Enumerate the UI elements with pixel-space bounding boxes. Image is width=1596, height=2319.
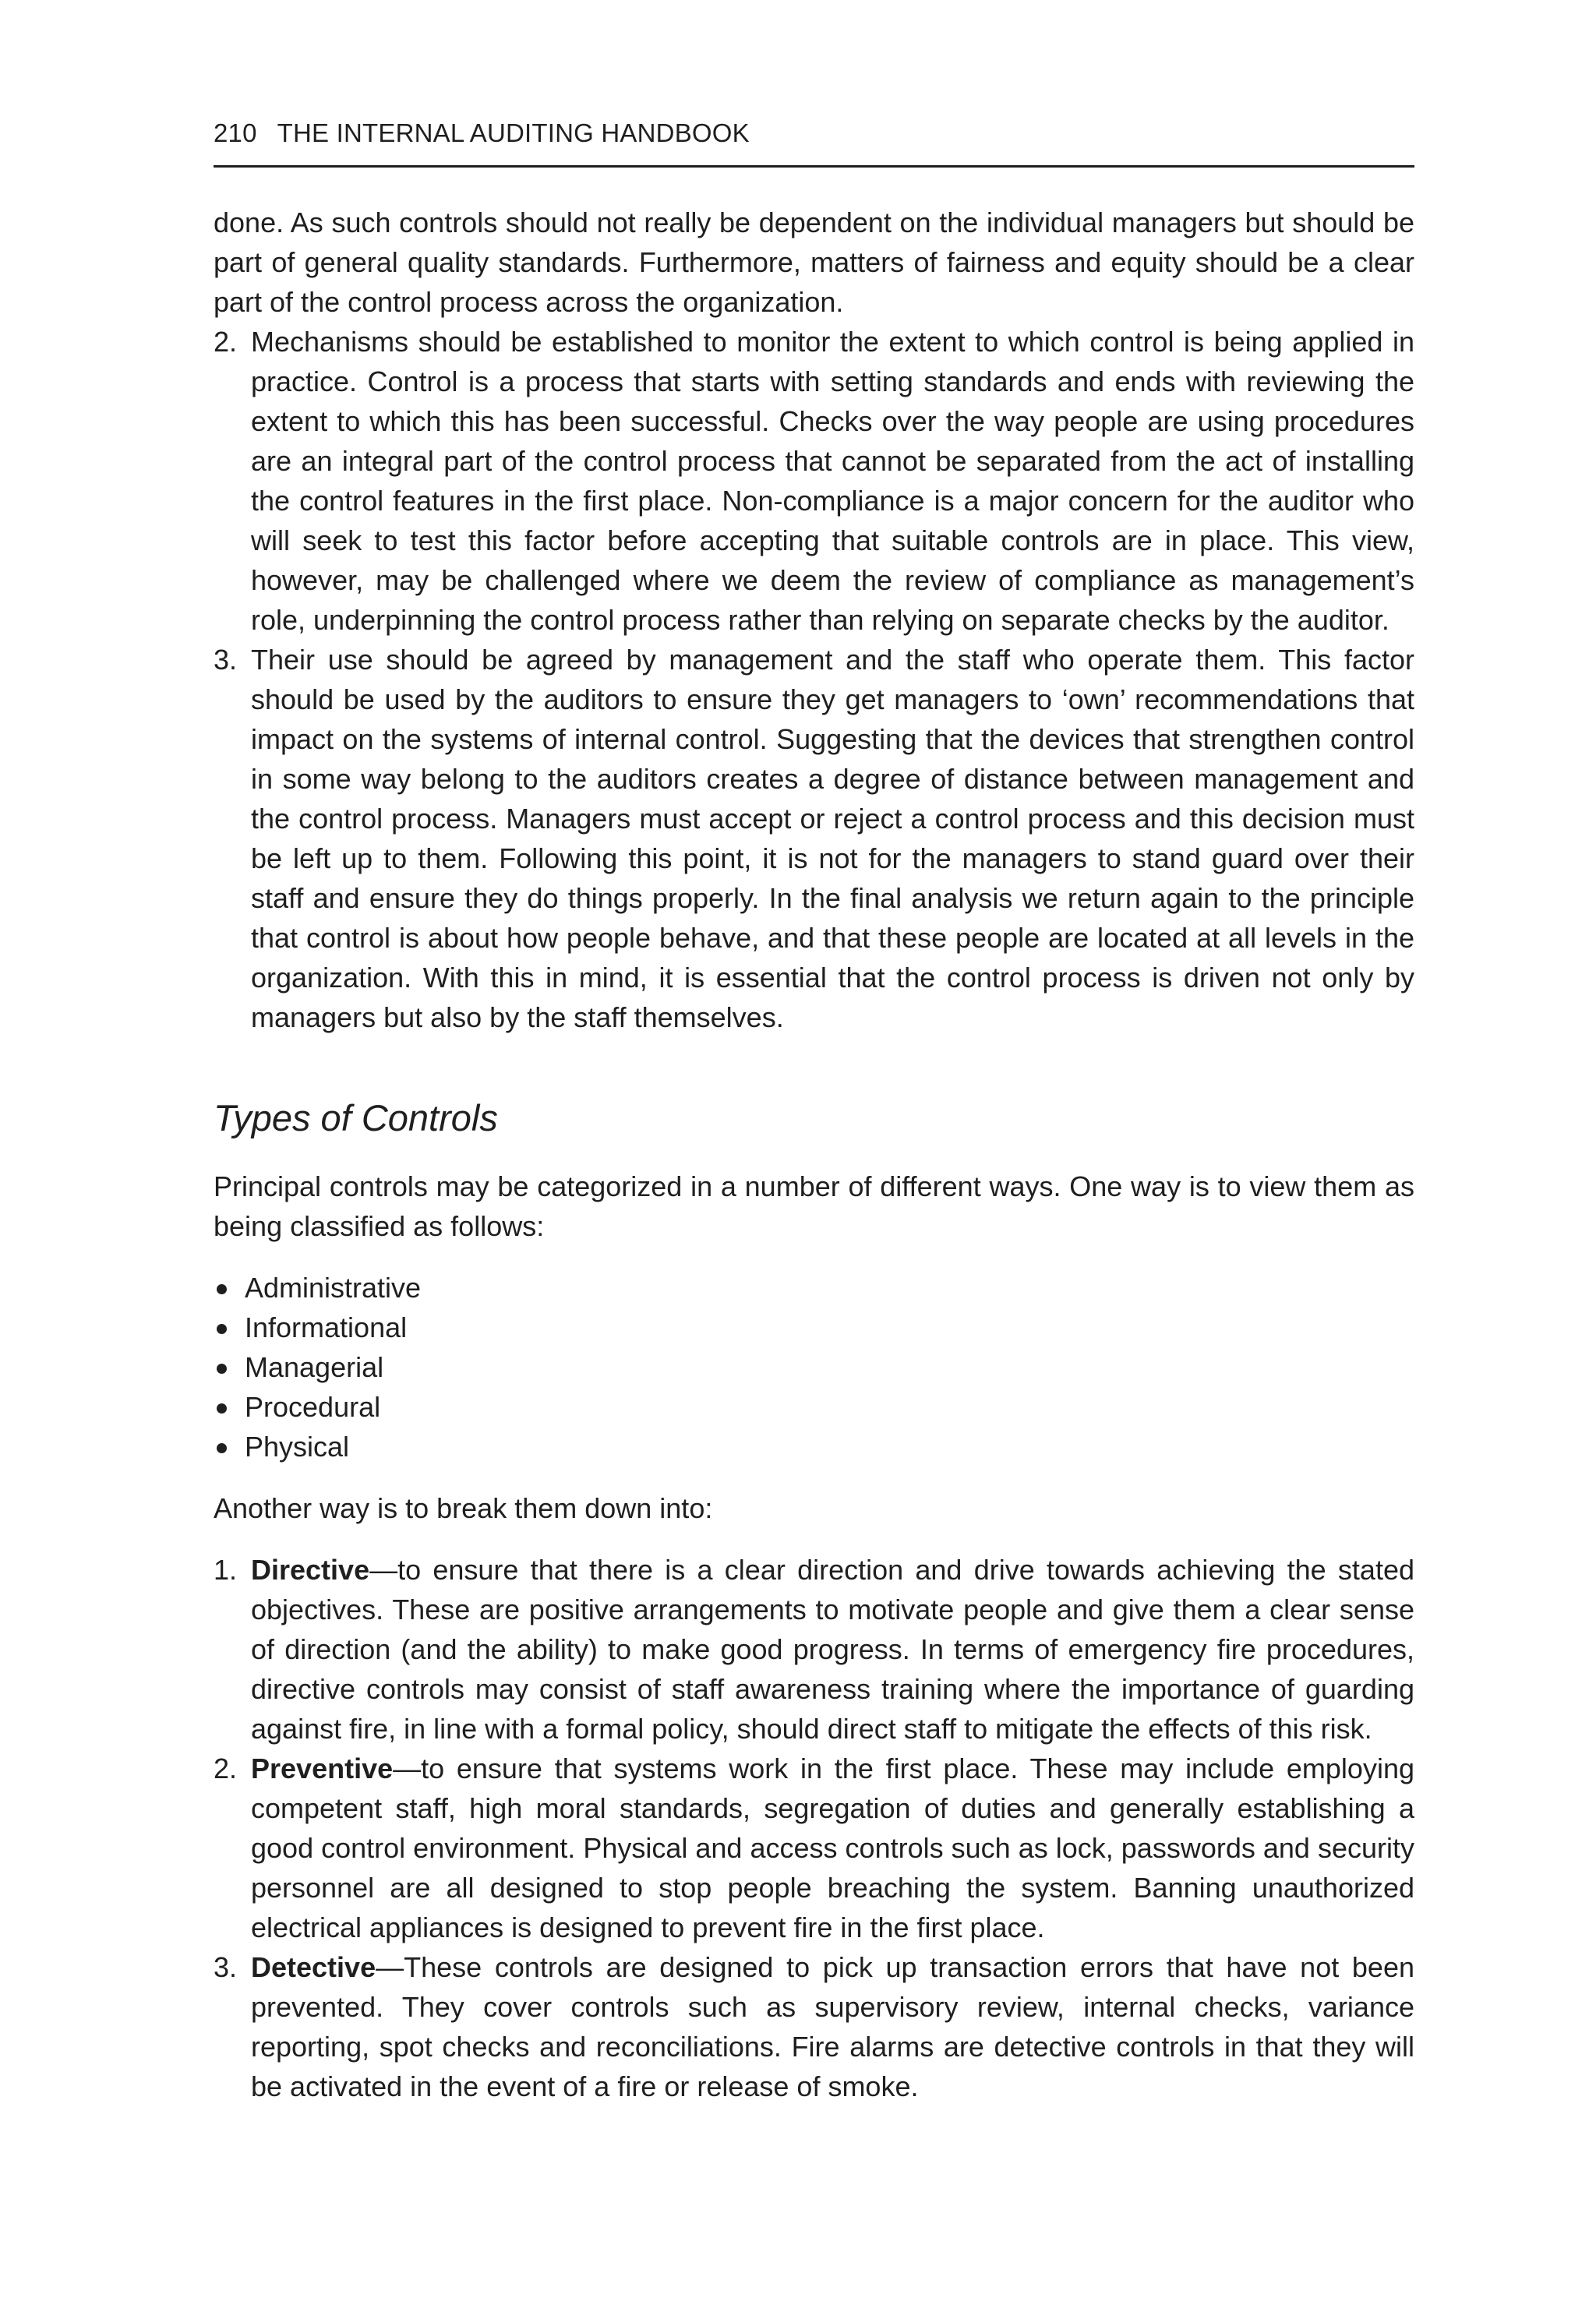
category-label: Procedural xyxy=(245,1391,381,1423)
category-label: Informational xyxy=(245,1311,408,1343)
control-categories-list xyxy=(214,1268,1414,1467)
section-heading: Types of Controls xyxy=(214,1097,498,1138)
category-label: Physical xyxy=(245,1431,350,1463)
category-label: Administrative xyxy=(245,1272,422,1304)
list-item xyxy=(214,1550,1414,1749)
list-item xyxy=(214,1749,1414,1947)
control-type-description: —to ensure that there is a clear direction and drive towards achieving the stated objectives. These are positive arrangements to motivate people and give them a clear sense of direction (and the ability) to make good progress. In terms of emergency fire procedures, directive controls may consist of staff awareness training where the importance of guarding against fire, in line with a formal policy, should direct staff to mitigate the effects of this risk. xyxy=(251,1554,1414,1745)
control-type-description: —These controls are designed to pick up transaction errors that have not been prevented. They cover controls such as supervisory review, internal checks, variance reporting, spot checks and reconciliations. Fire alarms are detective controls in that they will be activated in the event of a fire or release of smoke. xyxy=(251,1951,1414,2102)
list-item xyxy=(214,322,1414,640)
category-label: Managerial xyxy=(245,1351,384,1383)
section-intro: Principal controls may be categorized in a number of different ways. One way is to view them as being classified as follows: xyxy=(214,1170,1414,1242)
list-item-number: 3. xyxy=(214,644,238,676)
page-body xyxy=(214,203,1414,2106)
list-item-number: 3. xyxy=(214,1951,238,1983)
list-item-text: Mechanisms should be established to monitor the extent to which control is being applied in practice. Control is a process that starts with setting standards and ends with reviewing the extent to which this has been successful. Checks over the way people are using procedures are an integral part of the control process that cannot be separated from the act of installing the control features in the first place. Non-compliance is a major concern for the auditor who will seek to test this factor before accepting that suitable controls are in place. This view, however, may be challenged where we deem the review of compliance as management’s role, underpinning the control process rather than relying on separate checks by the auditor. xyxy=(251,326,1414,636)
list-item-text: Their use should be agreed by management and the staff who operate them. This factor should be used by the auditors to ensure they get managers to ‘own’ recommendations that impact on the systems of internal control. Suggesting that the devices that strengthen control in some way belong to the auditors creates a degree of distance between management and the control process. Managers must accept or reject a control process and this decision must be left up to them. Following this point, it is not for the managers to stand guard over their staff and ensure they do things properly. In the final analysis we return again to the principle that control is about how people behave, and that these people are located at all levels in the organization. With this in mind, it is essential that the control process is driven not only by managers but also by the staff themselves. xyxy=(251,644,1414,1033)
list-item xyxy=(214,1268,1414,1308)
document-page xyxy=(214,0,1414,2319)
list-item xyxy=(214,1347,1414,1387)
control-type-term: Directive xyxy=(251,1554,370,1586)
list-item xyxy=(214,1427,1414,1467)
control-type-description: —to ensure that systems work in the first place. These may include employing competent staff, high moral standards, segregation of duties and generally establishing a good control environment. Physical and access controls such as lock, passwords and security personnel are all designed to stop people breaching the system. Banning unauthorized electrical appliances is designed to prevent fire in the first place. xyxy=(251,1752,1414,1943)
control-type-term: Preventive xyxy=(251,1752,394,1784)
control-types-list xyxy=(214,1550,1414,2106)
list-item xyxy=(214,1387,1414,1427)
list-item xyxy=(214,1947,1414,2106)
book-title: THE INTERNAL AUDITING HANDBOOK xyxy=(277,118,750,147)
list-item xyxy=(214,640,1414,1037)
breakdown-intro: Another way is to break them down into: xyxy=(214,1492,713,1524)
running-header xyxy=(214,118,1414,168)
principles-list xyxy=(214,322,1414,1037)
list-item-number: 2. xyxy=(214,326,238,358)
page-number: 210 xyxy=(214,118,257,147)
control-type-term: Detective xyxy=(251,1951,376,1983)
list-item-number: 2. xyxy=(214,1752,238,1784)
list-item-number: 1. xyxy=(214,1554,238,1586)
continued-paragraph: done. As such controls should not really be dependent on the individual managers but should be part of general quality standards. Furthermore, matters of fairness and equity should be a clear part of the control process across the organization. xyxy=(214,206,1414,318)
list-item xyxy=(214,1308,1414,1347)
